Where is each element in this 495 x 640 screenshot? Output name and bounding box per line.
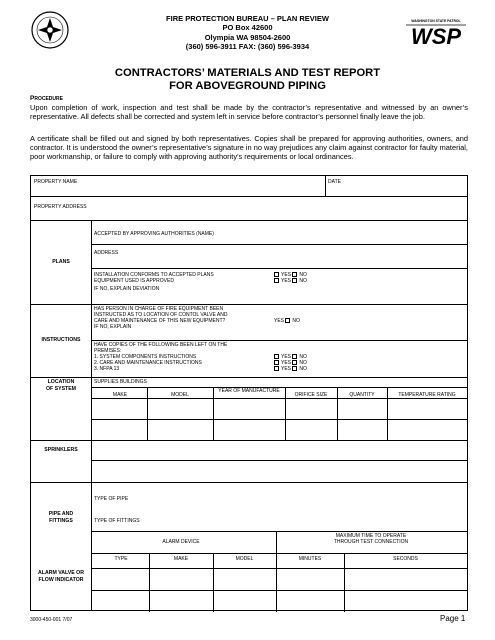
property-name-label: PROPERTY NAME bbox=[34, 179, 78, 185]
conforms-no-checkbox[interactable] bbox=[292, 272, 297, 277]
conforms-label: INSTALLATION CONFORMS TO ACCEPTED PLANS bbox=[94, 272, 214, 278]
sprinkler-col-model: MODEL bbox=[171, 392, 189, 398]
instr-item1-options: YES NO bbox=[274, 354, 307, 360]
sprinkler-col-temp: TEMPERATURE RATING bbox=[398, 392, 456, 398]
instr-item-1: 1. SYSTEM COMPONENTS INSTRUCTIONS bbox=[94, 354, 197, 360]
instr-q1-options: YES NO bbox=[274, 318, 300, 324]
instr-q2-line1: HAVE COPIES OF THE FOLLOWING BEEN LEFT ON THE bbox=[94, 342, 228, 348]
property-address-label: PROPERTY ADDRESS bbox=[34, 204, 87, 210]
title-line-2: FOR ABOVEGROUND PIPING bbox=[169, 80, 326, 92]
item2-no-checkbox[interactable] bbox=[292, 360, 297, 365]
sprinkler-col-orifice: ORIFICE SIZE bbox=[294, 392, 328, 398]
header-line-3: Olympia WA 98504-2600 bbox=[204, 32, 291, 42]
plans-label: PLANS bbox=[52, 259, 70, 265]
property-address-field[interactable] bbox=[33, 210, 465, 219]
sprinkler-col-make: MAKE bbox=[112, 392, 128, 398]
instr-q2-line2: PREMISES: bbox=[94, 348, 122, 354]
sprinklers-label: SPRINKLERS bbox=[44, 447, 78, 453]
title-line-1: CONTRACTORS’ MATERIALS AND TEST REPORT bbox=[114, 67, 381, 79]
alarm-col-minutes: MINUTES bbox=[298, 556, 322, 562]
type-of-pipe-label: TYPE OF PIPE bbox=[94, 496, 129, 502]
item2-yes-checkbox[interactable] bbox=[274, 360, 279, 365]
equipment-no-checkbox[interactable] bbox=[292, 278, 297, 283]
supplies-buildings-label: SUPPLIES BUILDINGS bbox=[94, 379, 147, 385]
conforms-options: YES NO bbox=[274, 272, 307, 278]
instr-q1-line3: CARE AND MAINTENANCE OF THIS NEW EQUIPMENT? bbox=[94, 318, 226, 324]
address-label: ADDRESS bbox=[94, 250, 119, 256]
wsp-logo-text: WSP bbox=[410, 24, 462, 48]
instr-item3-options: YES NO bbox=[274, 366, 307, 372]
instructions-label: INSTRUCTIONS bbox=[41, 337, 81, 343]
alarm-col-model: MODEL bbox=[235, 556, 254, 562]
equipment-yes-checkbox[interactable] bbox=[274, 278, 279, 283]
max-time-label: MAXIMUM TIME TO OPERATE THROUGH TEST CONNECTION bbox=[333, 533, 409, 545]
alarm-device-label: ALARM DEVICE bbox=[162, 539, 200, 545]
date-field[interactable] bbox=[327, 186, 465, 195]
instr-item-3: 3. NFPA 13 bbox=[94, 366, 120, 372]
procedure-heading: Procedure bbox=[30, 95, 63, 102]
item3-yes-checkbox[interactable] bbox=[274, 366, 279, 371]
type-of-fittings-label: TYPE OF FITTINGS bbox=[94, 518, 140, 524]
item1-yes-checkbox[interactable] bbox=[274, 354, 279, 359]
explain-deviation-label: IF NO, EXPLAIN DEVIATION bbox=[94, 286, 160, 292]
instr-q1-line4: IF NO, EXPLAIN bbox=[94, 324, 132, 330]
accepted-by-label: ACCEPTED BY APPROVING AUTHORITIES (NAME) bbox=[94, 231, 214, 237]
equipment-options: YES NO bbox=[274, 278, 307, 284]
alarm-col-type: TYPE bbox=[114, 556, 128, 562]
date-label: DATE bbox=[328, 179, 341, 185]
location-label: LOCATION OF SYSTEM bbox=[46, 379, 76, 392]
header-line-4: (360) 596-3911 FAX: (360) 596-3934 bbox=[185, 42, 310, 52]
wsp-logo-icon bbox=[404, 16, 468, 48]
alarm-col-make: MAKE bbox=[173, 556, 189, 562]
header-line-1: FIRE PROTECTION BUREAU – PLAN REVIEW bbox=[166, 14, 329, 23]
report-form bbox=[30, 175, 468, 611]
equipment-label: EQUIPMENT USED IS APPROVED bbox=[94, 278, 174, 284]
procedure-paragraph-2: A certificate shall be filled out and signed by both representatives. Copies shall be prepared for approving authorities, owners, and contractor. It is understood the owner’s representative’s signature in no way prejudices any claim against contractor for faulty material, poor workmanship, or failure to comply with approving authority’s requirements or local ordinances. bbox=[30, 134, 468, 161]
conforms-yes-checkbox[interactable] bbox=[274, 272, 279, 277]
header-line-2: PO Box 42600 bbox=[222, 23, 273, 33]
property-name-field[interactable] bbox=[33, 186, 323, 195]
instr-q1-line1: HAS PERSON IN CHARGE OF FIRE EQUIPMENT BEEN bbox=[94, 306, 224, 312]
form-code: 3000-450-001 7/07 bbox=[30, 617, 73, 623]
instr-item2-options: YES NO bbox=[274, 360, 307, 366]
page-number: Page 1 bbox=[440, 614, 466, 623]
instr-q1-yes-checkbox[interactable] bbox=[285, 318, 290, 323]
alarm-valve-label: ALARM VALVE OR FLOW INDICATOR bbox=[38, 570, 84, 583]
instr-q1-line2: INSTRUCTED AS TO LOCATION OF CONTOL VALVE AND bbox=[94, 312, 228, 318]
wsp-logo-tagline: WASHINGTON STATE PATROL bbox=[411, 19, 461, 23]
instr-item-2: 2. CARE AND MAINTENANCE INSTRUCTIONS bbox=[94, 360, 202, 366]
procedure-paragraph-1: Upon completion of work, inspection and test shall be made by the contractor’s representative and witnessed by an owner’s representative. All defects shall be corrected and system left in service before contractor’s personnel finally leave the job. bbox=[30, 103, 468, 121]
page-title bbox=[0, 67, 495, 93]
item1-no-checkbox[interactable] bbox=[292, 354, 297, 359]
sprinkler-col-year: YEAR OF MANUFACTURE bbox=[218, 388, 280, 394]
item3-no-checkbox[interactable] bbox=[292, 366, 297, 371]
pipe-fittings-label: PIPE AND FITTINGS bbox=[48, 511, 74, 524]
alarm-col-seconds: SECONDS bbox=[393, 556, 418, 562]
sprinkler-col-quantity: QUANTITY bbox=[349, 392, 375, 398]
